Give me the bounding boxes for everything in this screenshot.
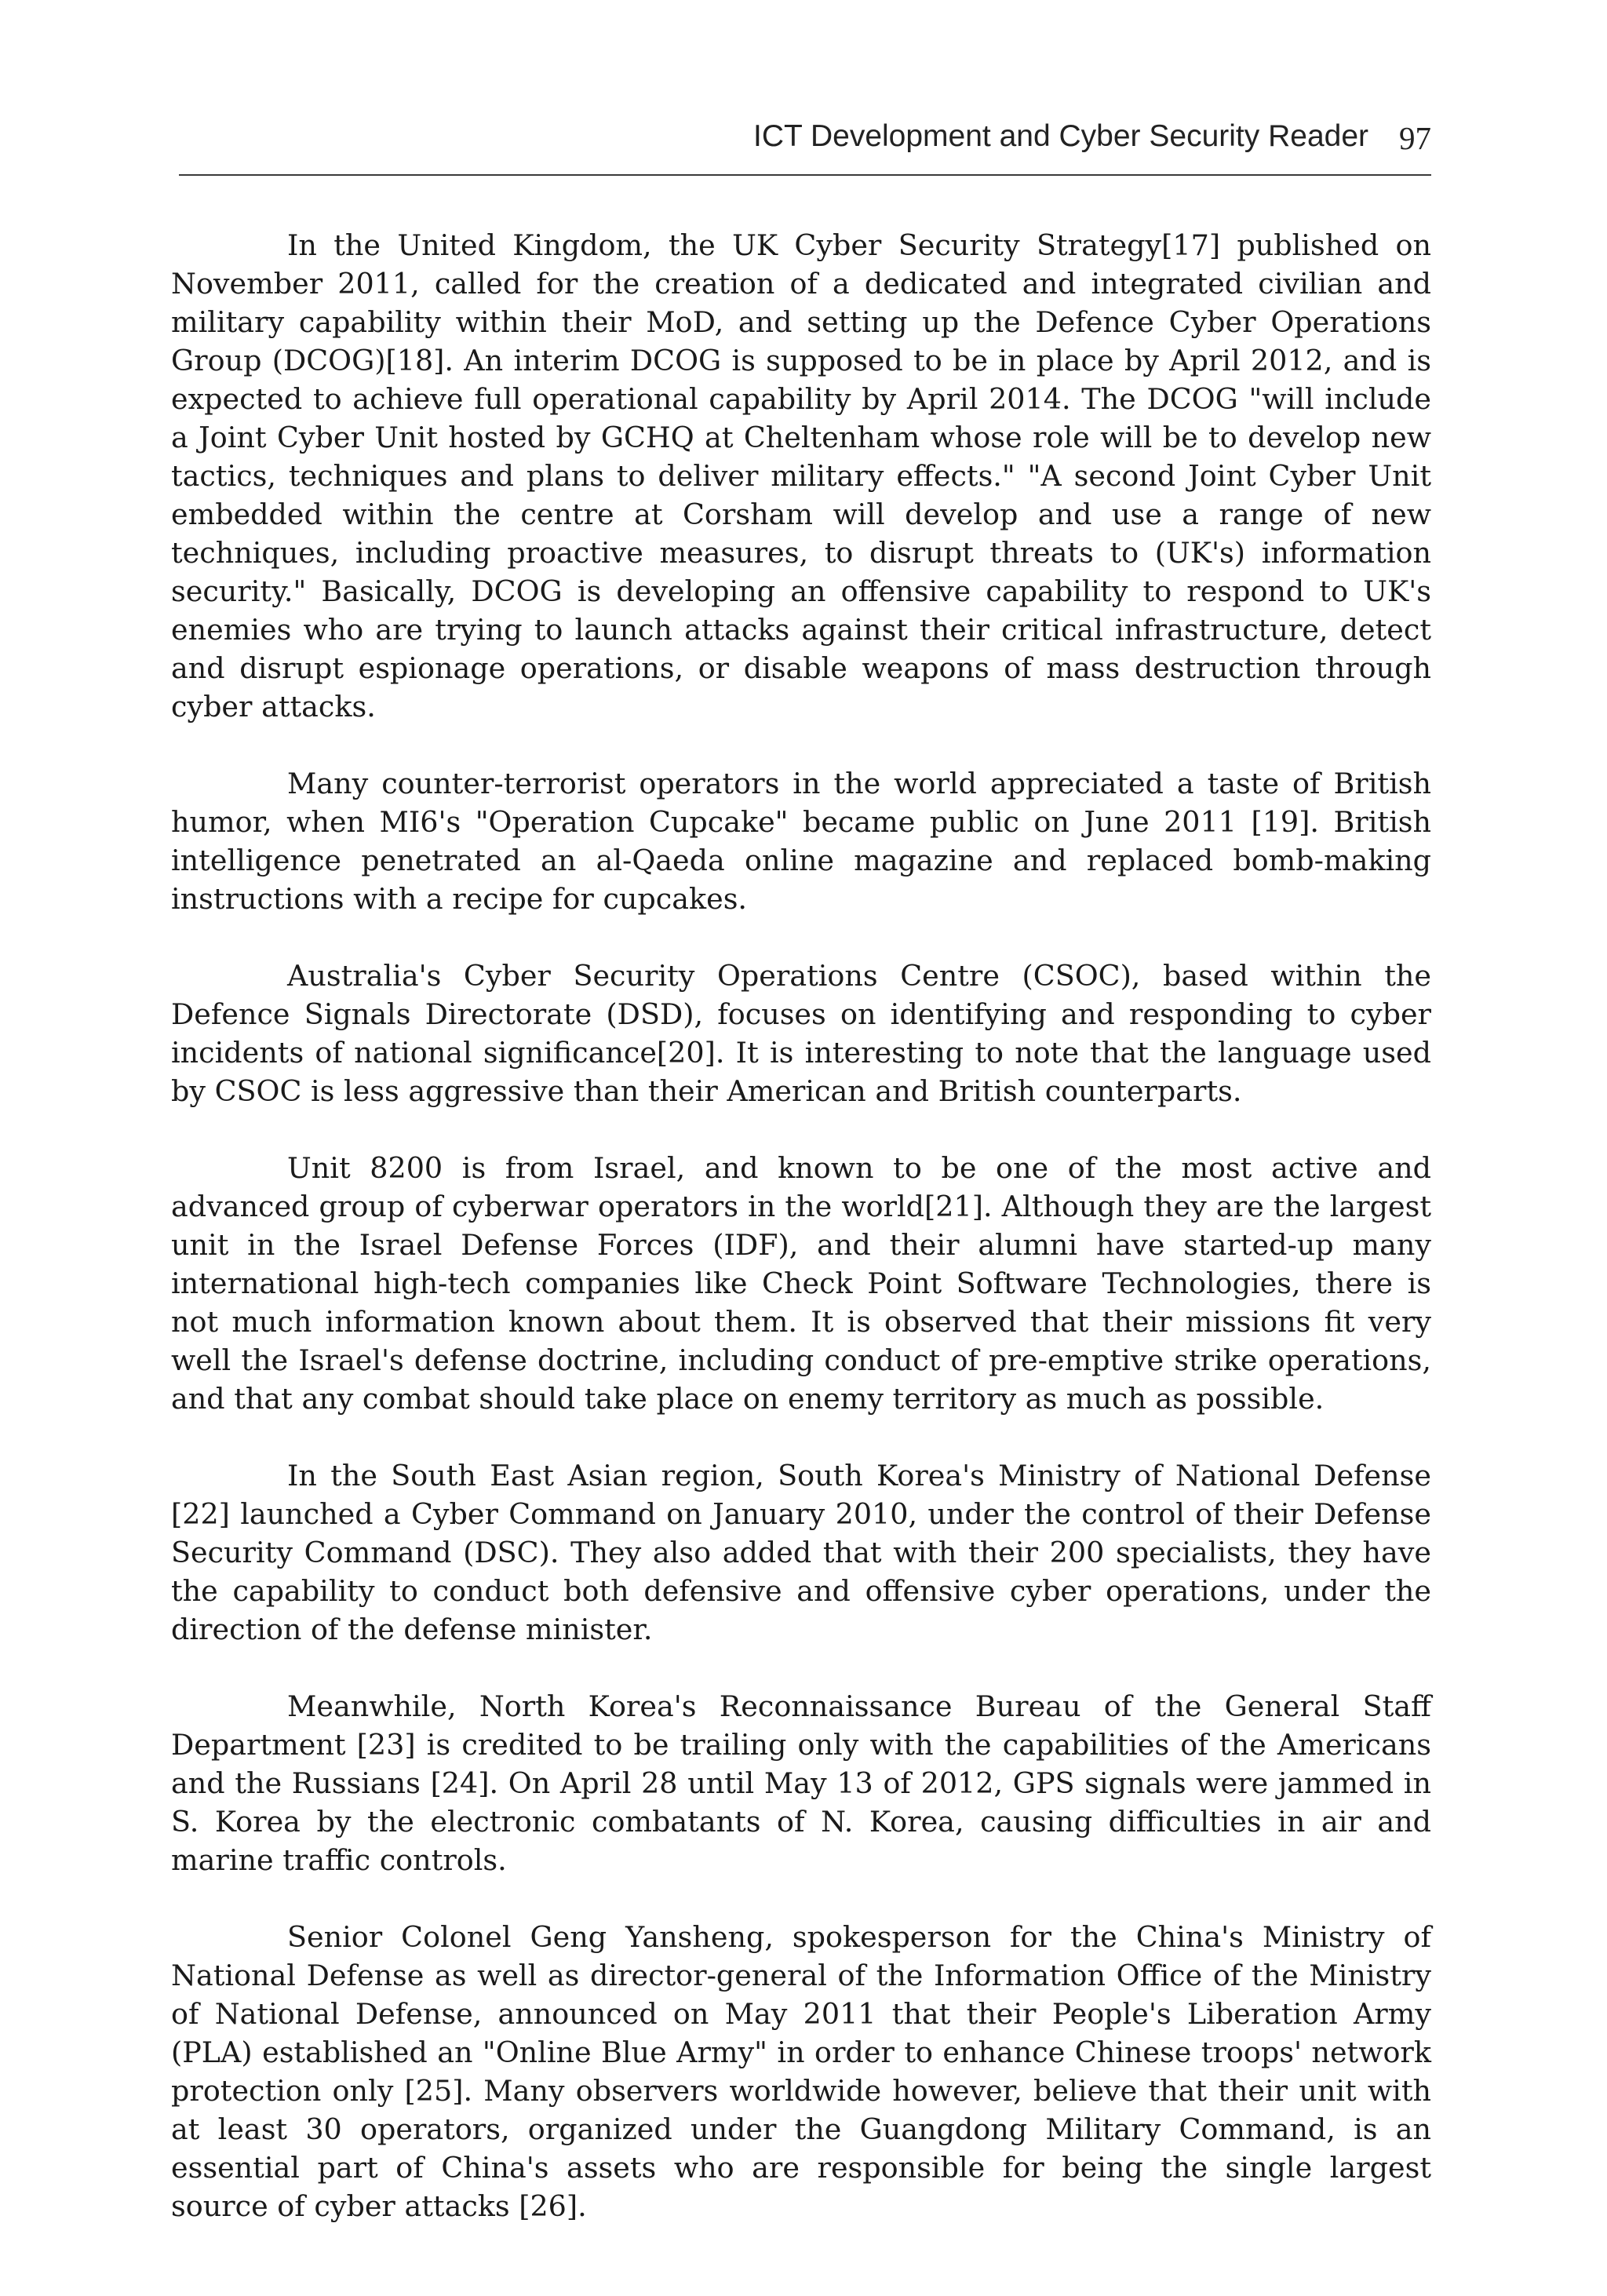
paragraph-north-korea: Meanwhile, North Korea's Reconnaissance Bureau of the General Staff Department [23] is credited to be trailing only with the capabilities of the Americans and the Russians [24]. On April 28 until May 13 of 2012, GPS signals were jammed in S. Korea by the electronic combatants of N. Korea, causing difficulties in air and marine traffic controls. [171, 1689, 1431, 1877]
paragraph-south-korea: In the South East Asian region, South Korea's Ministry of National Defense [22] launched a Cyber Command on January 2010, under the control of their Defense Security Command (DSC). They also added that with their 200 specialists, they have the capability to conduct both defensive and offensive cyber operations, under the direction of the defense minister. [171, 1459, 1431, 1646]
paragraph-operation-cupcake: Many counter-terrorist operators in the world appreciated a taste of British humor, when MI6's "Operation Cupcake" became public on June 2011 [19]. British intelligence penetrated an al-Qaeda online magazine and replaced bomb-making instructions with a recipe for cupcakes. [171, 767, 1431, 916]
page-number: 97 [1399, 120, 1431, 156]
paragraph-unit-8200: Unit 8200 is from Israel, and known to be one of the most active and advanced group of cyberwar operators in the world[21]. Although they are the largest unit in the Israel Defense Forces (IDF), and their alumni have started-up many international high-tech companies like Check Point Software Technologies, there is not much information known about them. It is observed that their missions fit very well the Israel's defense doctrine, including conduct of pre-emptive strike operations, and that any combat should take place on enemy territory as much as possible. [171, 1151, 1431, 1416]
paragraph-china-pla: Senior Colonel Geng Yansheng, spokesperson for the China's Ministry of National Defense as well as director-general of the Information Office of the Ministry of National Defense, announced on May 2011 that their People's Liberation Army (PLA) established an "Online Blue Army" in order to enhance Chinese troops' network protection only [25]. Many observers worldwide however, believe that their unit with at least 30 operators, organized under the Guangdong Military Command, is an essential part of China's assets who are responsible for being the single largest source of cyber attacks [26]. [171, 1920, 1431, 2223]
running-header [179, 110, 1431, 176]
paragraph-uk-cyber-strategy: In the United Kingdom, the UK Cyber Security Strategy[17] published on November 2011, called for the creation of a dedicated and integrated civilian and military capability within their MoD, and setting up the Defence Cyber Operations Group (DCOG)[18]. An interim DCOG is supposed to be in place by April 2012, and is expected to achieve full operational capability by April 2014. The DCOG "will include a Joint Cyber Unit hosted by GCHQ at Cheltenham whose role will be to develop new tactics, techniques and plans to deliver military effects." "A second Joint Cyber Unit embedded within the centre at Corsham will develop and use a range of new techniques, including proactive measures, to disrupt threats to (UK's) information security." Basically, DCOG is developing an offensive capability to respond to UK's enemies who are trying to launch attacks against their critical infrastructure, detect and disrupt espionage operations, or disable weapons of mass destruction through cyber attacks. [171, 228, 1431, 723]
header-title: ICT Development and Cyber Security Reader [753, 119, 1368, 153]
paragraph-australia-csoc: Australia's Cyber Security Operations Centre (CSOC), based within the Defence Signals Directorate (DSD), focuses on identifying and responding to cyber incidents of national significance[20]. It is interesting to note that the language used by CSOC is less aggressive than their American and British counterparts. [171, 959, 1431, 1108]
body-text [171, 226, 1431, 2264]
